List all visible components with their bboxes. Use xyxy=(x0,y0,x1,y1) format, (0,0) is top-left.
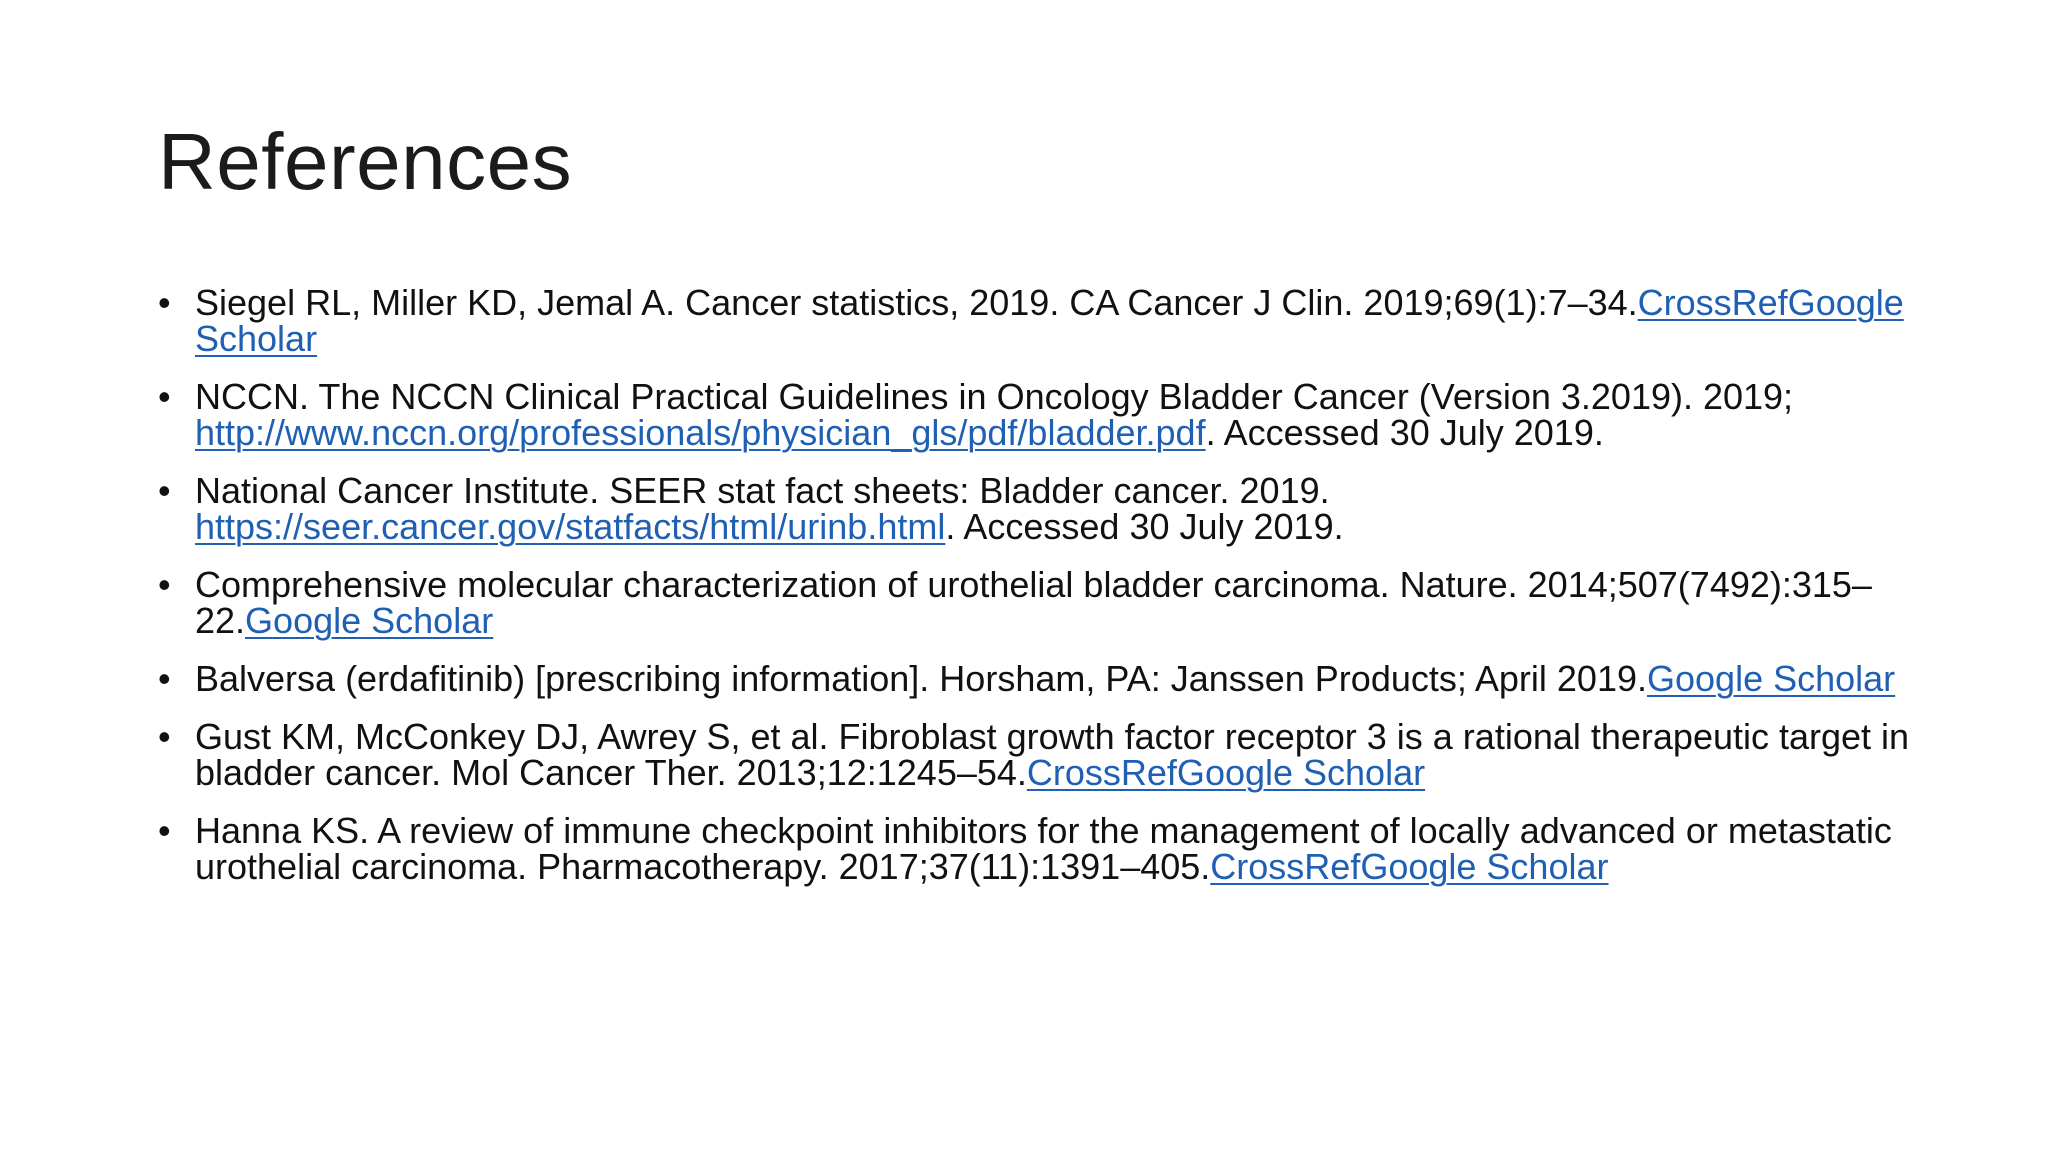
reference-item xyxy=(158,282,1918,359)
reference-text: Comprehensive molecular characterization of urothelial bladder carcinoma. Nature. 2014;507(7492):315–22. xyxy=(195,564,1872,641)
reference-tail: . Accessed 30 July 2019. xyxy=(1205,412,1604,453)
bullet-icon: • xyxy=(158,810,171,851)
references-list xyxy=(158,282,1918,907)
reference-item xyxy=(158,376,1918,453)
seer-url-link[interactable]: https://seer.cancer.gov/statfacts/html/urinb.html xyxy=(195,506,946,547)
reference-item xyxy=(158,716,1918,793)
reference-tail: . Accessed 30 July 2019. xyxy=(945,506,1344,547)
reference-text: NCCN. The NCCN Clinical Practical Guidelines in Oncology Bladder Cancer (Version 3.2019). 2019; xyxy=(195,376,1794,417)
reference-text: National Cancer Institute. SEER stat fact sheets: Bladder cancer. 2019. xyxy=(195,470,1330,511)
reference-item xyxy=(158,564,1918,641)
crossref-google-scholar-link[interactable]: CrossRefGoogle Scholar xyxy=(1210,846,1609,887)
nccn-url-link[interactable]: http://www.nccn.org/professionals/physician_gls/pdf/bladder.pdf xyxy=(195,412,1206,453)
reference-item xyxy=(158,810,1918,887)
google-scholar-link[interactable]: Google Scholar xyxy=(1647,658,1896,699)
slide-title: References xyxy=(158,117,573,206)
reference-item xyxy=(158,658,1918,699)
reference-item xyxy=(158,470,1918,547)
bullet-icon: • xyxy=(158,282,171,323)
reference-text: Balversa (erdafitinib) [prescribing information]. Horsham, PA: Janssen Products; April 2019. xyxy=(195,658,1647,699)
google-scholar-link[interactable]: Google Scholar xyxy=(245,600,494,641)
crossref-google-scholar-link[interactable]: CrossRefGoogle Scholar xyxy=(195,282,1904,359)
bullet-icon: • xyxy=(158,376,171,417)
bullet-icon: • xyxy=(158,470,171,511)
reference-text: Gust KM, McConkey DJ, Awrey S, et al. Fibroblast growth factor receptor 3 is a rational therapeutic target in bladder cancer. Mol Cancer Ther. 2013;12:1245–54. xyxy=(195,716,1910,793)
bullet-icon: • xyxy=(158,564,171,605)
crossref-google-scholar-link[interactable]: CrossRefGoogle Scholar xyxy=(1026,752,1426,793)
bullet-icon: • xyxy=(158,658,171,699)
reference-text: Hanna KS. A review of immune checkpoint inhibitors for the management of locally advanced or metastatic urothelial carcinoma. Pharmacotherapy. 2017;37(11):1391–405. xyxy=(195,810,1892,887)
bullet-icon: • xyxy=(158,716,171,757)
reference-text: Siegel RL, Miller KD, Jemal A. Cancer statistics, 2019. CA Cancer J Clin. 2019;69(1):7–34. xyxy=(195,282,1638,323)
